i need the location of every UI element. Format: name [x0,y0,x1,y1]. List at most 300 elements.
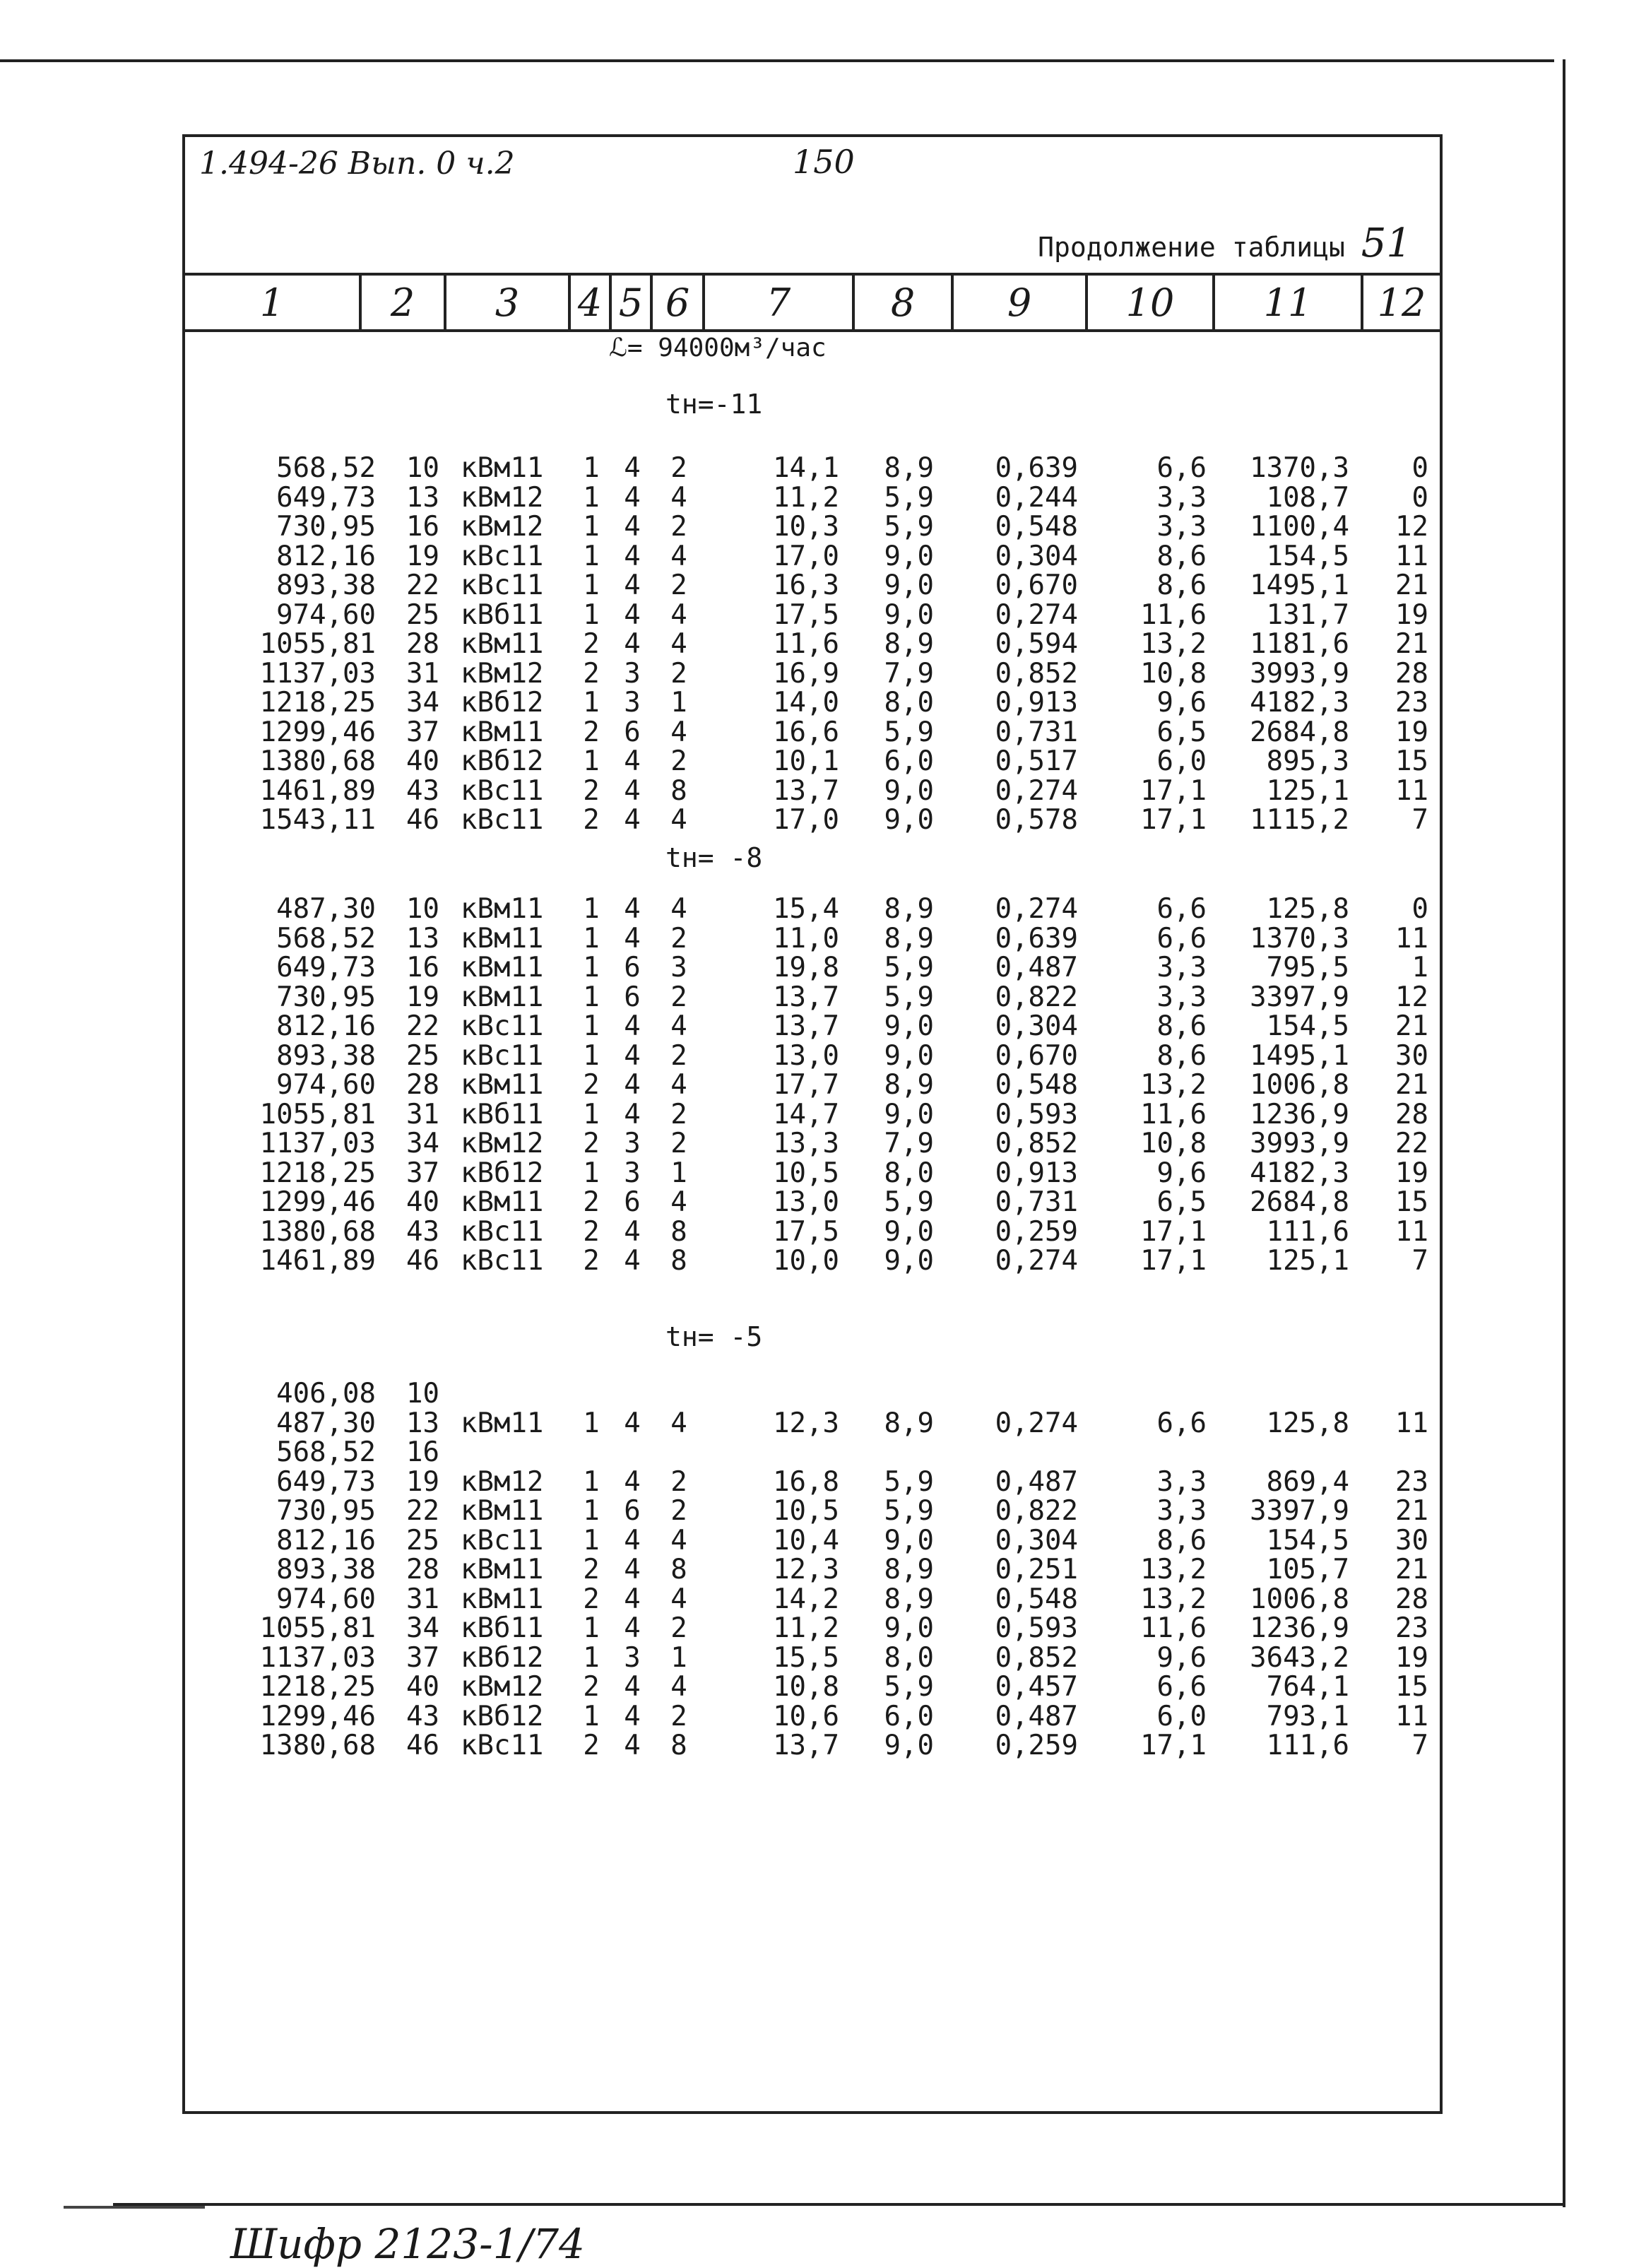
cell-col-6: 2 [670,657,687,690]
cell-col-1: 406,08 [276,1378,376,1410]
table-row [185,512,1440,541]
cell-col-5: 4 [624,774,641,807]
table-row [185,454,1440,483]
cell-col-2: 46 [406,1245,439,1277]
cell-col-12: 11 [1395,1407,1428,1439]
cell-col-9: 0,852 [995,657,1078,690]
cell-col-11: 3993,9 [1250,1128,1349,1159]
cell-col-5: 4 [624,540,641,572]
cell-col-6: 2 [670,1495,687,1527]
cell-col-2: 34 [406,687,439,719]
cell-col-11: 131,7 [1266,598,1349,631]
cell-col-6: 2 [670,511,687,543]
cell-col-2: 16 [406,1436,439,1468]
cell-col-5: 4 [624,1465,641,1498]
cell-col-11: 1006,8 [1250,1583,1349,1615]
cell-col-7: 14,0 [773,687,839,719]
cell-col-1: 1299,46 [259,716,376,748]
cell-col-3: кВс11 [461,569,544,601]
cell-col-8: 9,0 [884,540,934,572]
cell-col-7: 17,0 [773,804,839,836]
cell-col-2: 31 [406,1098,439,1130]
cell-col-4: 2 [583,1730,600,1761]
cell-col-7: 15,4 [773,893,839,925]
cell-col-11: 1115,2 [1250,804,1349,836]
cell-col-1: 893,38 [276,1039,376,1072]
cell-col-8: 9,0 [884,598,934,631]
cell-col-10: 8,6 [1156,540,1207,572]
cell-col-3: кВм11 [461,893,544,925]
cell-col-1: 1137,03 [259,657,376,690]
cell-col-12: 15 [1395,1671,1428,1703]
cell-col-7: 14,7 [773,1098,839,1130]
cell-col-7: 10,8 [773,1671,839,1703]
cell-col-4: 2 [583,774,600,807]
cell-col-1: 1299,46 [259,1186,376,1218]
cell-col-4: 1 [583,1524,600,1557]
cell-col-10: 13,2 [1140,1554,1207,1585]
cell-col-12: 28 [1395,657,1428,690]
table-row [185,1672,1440,1701]
cell-col-10: 17,1 [1140,804,1207,836]
cell-col-5: 4 [624,1671,641,1703]
table-row [185,1129,1440,1158]
cell-col-12: 23 [1395,1465,1428,1498]
cell-col-12: 22 [1395,1128,1428,1159]
cell-col-10: 3,3 [1156,481,1207,514]
document-reference: 1.494-26 Вып. 0 ч.2 [199,146,515,182]
cell-col-11: 1236,9 [1250,1098,1349,1130]
cell-col-1: 568,52 [276,452,376,484]
cell-col-8: 5,9 [884,981,934,1013]
cell-col-10: 9,6 [1156,687,1207,719]
cell-col-9: 0,274 [995,893,1078,925]
cell-col-1: 568,52 [276,922,376,955]
cell-col-3: кВб12 [461,687,544,719]
cell-col-2: 13 [406,1407,439,1439]
cell-col-1: 1380,68 [259,745,376,777]
cell-col-3: кВс11 [461,1524,544,1557]
cell-col-10: 3,3 [1156,1495,1207,1527]
cell-col-5: 6 [624,1186,641,1218]
cell-col-9: 0,548 [995,1583,1078,1615]
cell-col-12: 19 [1395,1641,1428,1674]
section-label: tн= -5 [665,1321,763,1352]
cell-col-1: 1380,68 [259,1215,376,1248]
cell-col-9: 0,304 [995,1524,1078,1557]
cell-col-8: 9,0 [884,774,934,807]
cell-col-10: 6,5 [1156,716,1207,748]
cell-col-7: 19,8 [773,952,839,984]
page-number: 150 [793,143,855,181]
cell-col-3: кВм11 [461,1069,544,1101]
table-row [185,1217,1440,1246]
table-row [185,776,1440,805]
cell-col-10: 8,6 [1156,569,1207,601]
cell-col-5: 4 [624,1010,641,1042]
cell-col-11: 2684,8 [1250,1186,1349,1218]
column-header-5: 5 [612,276,653,329]
cell-col-11: 869,4 [1266,1465,1349,1498]
cell-col-2: 25 [406,1524,439,1557]
cell-col-12: 23 [1395,687,1428,719]
cell-col-8: 8,9 [884,922,934,955]
cell-col-6: 2 [670,569,687,601]
cell-col-4: 2 [583,804,600,836]
cell-col-2: 25 [406,598,439,631]
cell-col-1: 1055,81 [259,1612,376,1644]
cell-col-1: 568,52 [276,1436,376,1468]
cell-col-12: 7 [1411,804,1428,836]
cell-col-5: 4 [624,1245,641,1277]
cell-col-5: 4 [624,1039,641,1072]
cell-col-4: 2 [583,1069,600,1101]
cell-col-10: 3,3 [1156,981,1207,1013]
table-row [185,1379,1440,1408]
cell-col-2: 19 [406,981,439,1013]
cell-col-5: 6 [624,716,641,748]
cell-col-9: 0,731 [995,1186,1078,1218]
cell-col-10: 13,2 [1140,1069,1207,1101]
cell-col-5: 4 [624,452,641,484]
cell-col-3: кВб11 [461,598,544,631]
cell-col-7: 17,0 [773,540,839,572]
cell-col-11: 125,8 [1266,893,1349,925]
cell-col-6: 4 [670,598,687,631]
table-row [185,1409,1440,1438]
table-row [185,659,1440,688]
cell-col-8: 8,9 [884,893,934,925]
cell-col-8: 9,0 [884,1524,934,1557]
cell-col-8: 5,9 [884,1186,934,1218]
cell-col-8: 5,9 [884,1671,934,1703]
cell-col-11: 4182,3 [1250,687,1349,719]
cell-col-7: 16,9 [773,657,839,690]
column-header-2: 2 [362,276,446,329]
cell-col-7: 17,7 [773,1069,839,1101]
cell-col-10: 13,2 [1140,1583,1207,1615]
cell-col-2: 40 [406,745,439,777]
table-row [185,1467,1440,1496]
table-row [185,1526,1440,1555]
cell-col-2: 46 [406,1730,439,1761]
cell-col-4: 1 [583,569,600,601]
cell-col-10: 6,6 [1156,452,1207,484]
cell-col-7: 11,6 [773,628,839,660]
cell-col-4: 2 [583,1583,600,1615]
table-row [185,1438,1440,1467]
cell-col-4: 1 [583,981,600,1013]
cell-col-10: 8,6 [1156,1039,1207,1072]
column-number-row [185,273,1440,332]
air-flow-label: ℒ= 94000м³/час [609,333,827,362]
document-cipher: Шифр 2123-1/74 [230,2220,585,2268]
cell-col-2: 34 [406,1128,439,1159]
cell-col-4: 2 [583,1245,600,1277]
cell-col-6: 8 [670,774,687,807]
cell-col-11: 764,1 [1266,1671,1349,1703]
cell-col-12: 7 [1411,1730,1428,1761]
cell-col-11: 1006,8 [1250,1069,1349,1101]
cell-col-8: 8,0 [884,687,934,719]
cell-col-3: кВм11 [461,1583,544,1615]
cell-col-9: 0,852 [995,1641,1078,1674]
cell-col-1: 730,95 [276,981,376,1013]
cell-col-6: 4 [670,716,687,748]
cell-col-5: 4 [624,1554,641,1585]
table-row [185,571,1440,600]
cell-col-6: 4 [670,481,687,514]
cell-col-2: 34 [406,1612,439,1644]
cell-col-1: 1543,11 [259,804,376,836]
table-row [185,983,1440,1012]
cell-col-2: 28 [406,1069,439,1101]
cell-col-5: 4 [624,1069,641,1101]
cell-col-2: 28 [406,628,439,660]
cell-col-6: 4 [670,893,687,925]
cell-col-3: кВм11 [461,452,544,484]
cell-col-12: 0 [1411,893,1428,925]
cell-col-2: 19 [406,540,439,572]
cell-col-10: 13,2 [1140,628,1207,660]
cell-col-6: 8 [670,1245,687,1277]
cell-col-9: 0,274 [995,1407,1078,1439]
cell-col-11: 1100,4 [1250,511,1349,543]
cell-col-4: 1 [583,540,600,572]
cell-col-12: 28 [1395,1583,1428,1615]
cell-col-8: 5,9 [884,481,934,514]
cell-col-2: 16 [406,952,439,984]
cell-col-7: 10,0 [773,1245,839,1277]
cell-col-4: 1 [583,1157,600,1189]
cell-col-5: 4 [624,804,641,836]
cell-col-3: кВм11 [461,981,544,1013]
cell-col-2: 22 [406,1495,439,1527]
cell-col-3: кВс11 [461,1730,544,1761]
cell-col-6: 2 [670,1700,687,1732]
cell-col-3: кВм11 [461,952,544,984]
cell-col-4: 1 [583,511,600,543]
cell-col-4: 2 [583,1128,600,1159]
table-row [185,1246,1440,1275]
cell-col-8: 5,9 [884,952,934,984]
cell-col-4: 1 [583,1407,600,1439]
cell-col-9: 0,822 [995,1495,1078,1527]
table-row [185,1555,1440,1584]
cell-col-5: 4 [624,1215,641,1248]
cell-col-2: 31 [406,657,439,690]
cell-col-5: 4 [624,481,641,514]
cell-col-1: 1218,25 [259,1671,376,1703]
cell-col-12: 11 [1395,1700,1428,1732]
cell-col-8: 5,9 [884,716,934,748]
section-label: tн= -8 [665,842,763,873]
cell-col-12: 0 [1411,452,1428,484]
cell-col-12: 23 [1395,1612,1428,1644]
cell-col-9: 0,487 [995,952,1078,984]
cell-col-5: 4 [624,1098,641,1130]
cell-col-4: 1 [583,1010,600,1042]
table-row [185,747,1440,776]
cell-col-1: 1055,81 [259,1098,376,1130]
outer-frame-bottom [113,2203,1565,2206]
scan-mark [64,2206,205,2209]
cell-col-9: 0,593 [995,1098,1078,1130]
cell-col-3: кВб12 [461,1157,544,1189]
cell-col-10: 3,3 [1156,952,1207,984]
cell-col-3: кВм11 [461,1407,544,1439]
cell-col-6: 4 [670,1069,687,1101]
cell-col-4: 2 [583,1554,600,1585]
cell-col-5: 6 [624,1495,641,1527]
cell-col-3: кВм12 [461,481,544,514]
cell-col-1: 1218,25 [259,1157,376,1189]
cell-col-2: 13 [406,481,439,514]
cell-col-6: 4 [670,1524,687,1557]
cell-col-6: 1 [670,1157,687,1189]
cell-col-3: кВм11 [461,716,544,748]
cell-col-7: 10,3 [773,511,839,543]
cell-col-7: 14,1 [773,452,839,484]
cell-col-4: 2 [583,1215,600,1248]
cell-col-1: 1055,81 [259,628,376,660]
cell-col-2: 10 [406,893,439,925]
cell-col-7: 10,5 [773,1495,839,1527]
cell-col-4: 1 [583,598,600,631]
cell-col-3: кВс11 [461,1245,544,1277]
cell-col-12: 11 [1395,540,1428,572]
cell-col-4: 1 [583,1039,600,1072]
cell-col-9: 0,639 [995,922,1078,955]
cell-col-10: 11,6 [1140,598,1207,631]
cell-col-12: 21 [1395,1495,1428,1527]
cell-col-12: 21 [1395,1010,1428,1042]
cell-col-5: 4 [624,628,641,660]
cell-col-1: 1461,89 [259,774,376,807]
cell-col-8: 9,0 [884,804,934,836]
table-row [185,894,1440,923]
cell-col-11: 154,5 [1266,1524,1349,1557]
cell-col-12: 11 [1395,774,1428,807]
cell-col-7: 16,8 [773,1465,839,1498]
table-row [185,1614,1440,1643]
cell-col-5: 4 [624,598,641,631]
cell-col-8: 9,0 [884,1215,934,1248]
cell-col-10: 9,6 [1156,1157,1207,1189]
cell-col-9: 0,593 [995,1612,1078,1644]
cell-col-8: 8,0 [884,1641,934,1674]
cell-col-4: 1 [583,1641,600,1674]
cell-col-11: 154,5 [1266,1010,1349,1042]
cell-col-4: 1 [583,1495,600,1527]
cell-col-9: 0,822 [995,981,1078,1013]
cell-col-1: 649,73 [276,1465,376,1498]
cell-col-2: 10 [406,1378,439,1410]
cell-col-10: 3,3 [1156,511,1207,543]
cell-col-3: кВс11 [461,774,544,807]
cell-col-11: 1370,3 [1250,452,1349,484]
cell-col-6: 4 [670,1010,687,1042]
cell-col-10: 17,1 [1140,1245,1207,1277]
table-row [185,1070,1440,1099]
cell-col-7: 13,0 [773,1039,839,1072]
cell-col-3: кВс11 [461,804,544,836]
cell-col-4: 1 [583,745,600,777]
cell-col-7: 10,5 [773,1157,839,1189]
cell-col-9: 0,594 [995,628,1078,660]
cell-col-2: 37 [406,1641,439,1674]
cell-col-8: 9,0 [884,1730,934,1761]
cell-col-6: 2 [670,1128,687,1159]
cell-col-7: 12,3 [773,1407,839,1439]
cell-col-5: 6 [624,952,641,984]
cell-col-3: кВб11 [461,1098,544,1130]
cell-col-3: кВм12 [461,1128,544,1159]
cell-col-2: 43 [406,1215,439,1248]
cell-col-11: 793,1 [1266,1700,1349,1732]
cell-col-10: 8,6 [1156,1010,1207,1042]
column-header-8: 8 [855,276,954,329]
cell-col-10: 6,6 [1156,1671,1207,1703]
cell-col-4: 1 [583,1612,600,1644]
cell-col-7: 13,7 [773,981,839,1013]
cell-col-1: 649,73 [276,481,376,514]
cell-col-3: кВс11 [461,1039,544,1072]
cell-col-4: 1 [583,1700,600,1732]
cell-col-9: 0,259 [995,1215,1078,1248]
cell-col-9: 0,244 [995,481,1078,514]
cell-col-9: 0,487 [995,1700,1078,1732]
cell-col-11: 1495,1 [1250,1039,1349,1072]
cell-col-9: 0,274 [995,598,1078,631]
table-row [185,805,1440,834]
cell-col-4: 2 [583,1186,600,1218]
cell-col-11: 111,6 [1266,1730,1349,1761]
cell-col-3: кВм12 [461,1465,544,1498]
cell-col-3: кВс11 [461,1010,544,1042]
cell-col-10: 11,6 [1140,1098,1207,1130]
table-row [185,1159,1440,1188]
cell-col-5: 3 [624,657,641,690]
cell-col-8: 8,9 [884,1069,934,1101]
cell-col-10: 8,6 [1156,1524,1207,1557]
cell-col-12: 21 [1395,569,1428,601]
cell-col-4: 1 [583,952,600,984]
cell-col-9: 0,487 [995,1465,1078,1498]
cell-col-9: 0,304 [995,540,1078,572]
cell-col-12: 21 [1395,1554,1428,1585]
cell-col-11: 3397,9 [1250,1495,1349,1527]
cell-col-3: кВм12 [461,511,544,543]
cell-col-7: 14,2 [773,1583,839,1615]
cell-col-6: 8 [670,1554,687,1585]
cell-col-9: 0,274 [995,1245,1078,1277]
cell-col-1: 487,30 [276,893,376,925]
cell-col-2: 13 [406,922,439,955]
cell-col-1: 812,16 [276,1010,376,1042]
cell-col-2: 37 [406,1157,439,1189]
cell-col-9: 0,259 [995,1730,1078,1761]
cell-col-2: 31 [406,1583,439,1615]
cell-col-10: 11,6 [1140,1612,1207,1644]
cell-col-2: 46 [406,804,439,836]
cell-col-6: 2 [670,745,687,777]
cell-col-1: 893,38 [276,569,376,601]
cell-col-12: 0 [1411,481,1428,514]
cell-col-2: 43 [406,1700,439,1732]
cell-col-7: 17,5 [773,598,839,631]
cell-col-1: 812,16 [276,1524,376,1557]
